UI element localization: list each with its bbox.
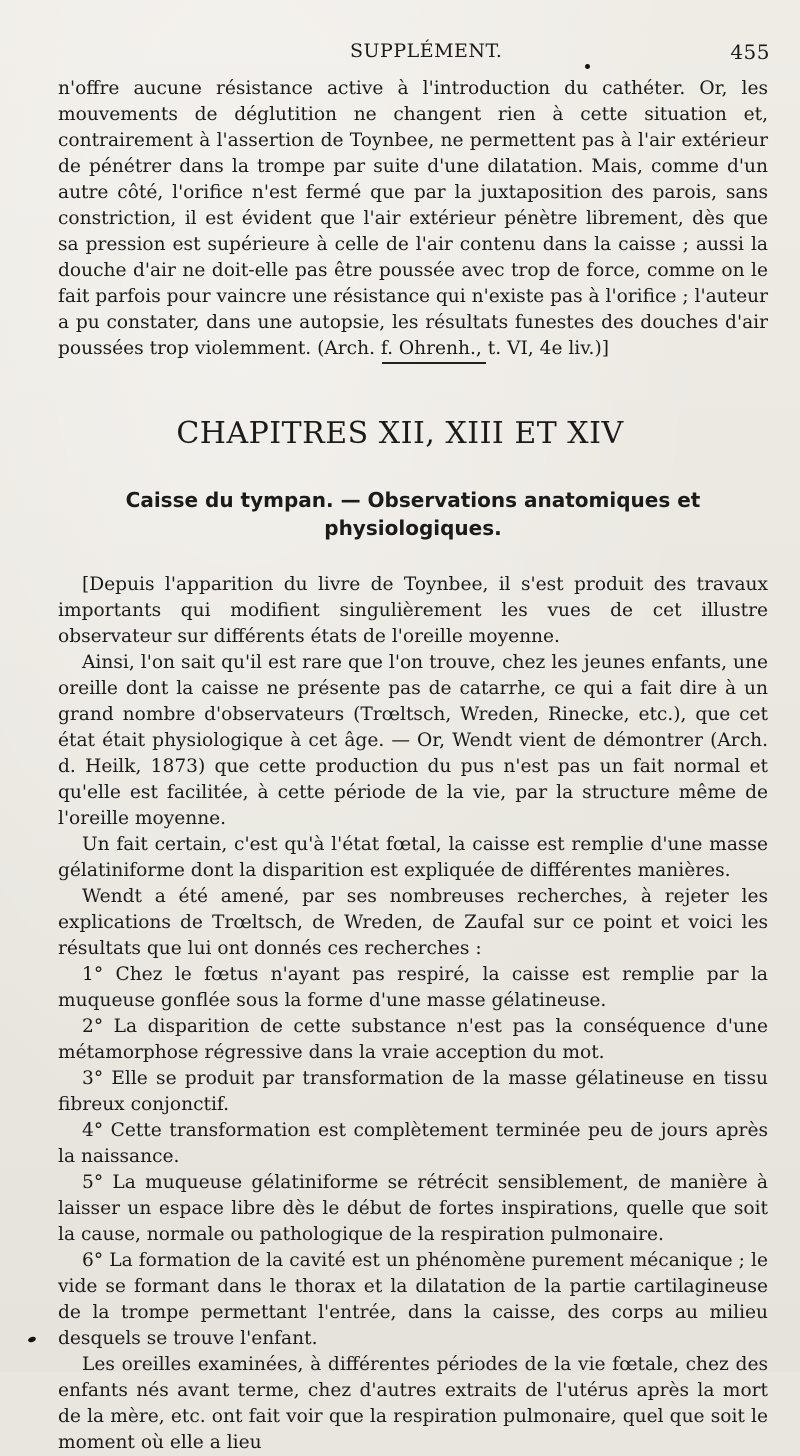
page-header bbox=[58, 40, 770, 72]
list-item: 6° La formation de la cavité est un phénomène purement mécanique ; le vide se formant dans le thorax et la dilatation de la partie cartilagineuse de la trompe permettant l'entrée, dans la caisse, des corps au milieu desquels se trouve l'enfant. bbox=[58, 1250, 768, 1349]
list-item: 1° Chez le fœtus n'ayant pas respiré, la caisse est remplie par la muqueuse gonflée sous la forme d'une masse gélatineuse. bbox=[58, 964, 768, 1011]
ink-dot bbox=[585, 64, 590, 69]
list-item: 3° Elle se produit par transformation de la masse gélatineuse en tissu fibreux conjonctif. bbox=[58, 1068, 768, 1115]
paragraph: Un fait certain, c'est qu'à l'état fœtal, la caisse est remplie d'une masse gélatiniforme dont la disparition est expliquée de différentes manières. bbox=[58, 834, 768, 881]
paragraph: Wendt a été amené, par ses nombreuses recherches, à rejeter les explications de Trœltsch, de Wreden, de Zaufal sur ce point et voici les résultats que lui ont donnés ces recherches : bbox=[58, 886, 768, 959]
intro-text bbox=[58, 76, 768, 362]
section-divider bbox=[382, 362, 486, 364]
list-item: 4° Cette transformation est complètement terminée peu de jours après la naissance. bbox=[58, 1120, 768, 1167]
page-number: 455 bbox=[730, 40, 770, 64]
list-item: 5° La muqueuse gélatiniforme se rétrécit sensiblement, de manière à laisser un espace libre dès le début de fortes inspirations, quelle que soit la cause, normale ou pathologique de la respiration pulmonaire. bbox=[58, 1172, 768, 1245]
paragraph: Ainsi, l'on sait qu'il est rare que l'on trouve, chez les jeunes enfants, une oreille dont la caisse ne présente pas de catarrhe, ce qui a fait dire à un grand nombre d'observateurs (Trœltsch, Wreden, Rinecke, etc.), que cet état était physiologique à cet âge. — Or, Wendt vient de démontrer (Arch. d. Heilk, 1873) que cette production du pus n'est pas un fait normal et qu'elle est facilitée, à cette période de la vie, par la structure même de l'oreille moyenne. bbox=[58, 652, 768, 829]
intro-paragraph: n'offre aucune résistance active à l'introduction du cathéter. Or, les mouvements de déglutition ne changent rien à cette situation et, contrairement à l'assertion de Toynbee, ne permettent pas à l'air extérieur de pénétrer dans la trompe par suite d'une dilatation. Mais, comme d'un autre côté, l'orifice n'est fermé que par la juxtaposition des parois, sans constriction, il est évident que l'air extérieur pénètre librement, dès que sa pression est supérieure à celle de l'air contenu dans la caisse ; aussi la douche d'air ne doit-elle pas être poussée avec trop de force, comme on le fait parfois pour vaincre une résistance qui n'existe pas à l'orifice ; l'auteur a pu constater, dans une autopsie, les résultats funestes des douches d'air poussées trop violemment. (Arch. f. Ohrenh., t. VI, 4e liv.)] bbox=[58, 78, 768, 359]
ink-mark bbox=[27, 1336, 36, 1343]
body-text bbox=[58, 572, 768, 1456]
paragraph: [Depuis l'apparition du livre de Toynbee, il s'est produit des travaux importants qui modifient singulièrement les vues de cet illustre observateur sur différents états de l'oreille moyenne. bbox=[58, 574, 768, 647]
chapter-subtitle: Caisse du tympan. — Observations anatomiques et physiologiques. bbox=[125, 488, 701, 540]
paragraph: Les oreilles examinées, à différentes périodes de la vie fœtale, chez des enfants nés avant terme, chez d'autres extraits de l'utérus après la mort de la mère, etc. ont fait voir que la respiration pulmonaire, quel que soit le moment où elle a lieu bbox=[58, 1354, 768, 1453]
running-title: SUPPLÉMENT. bbox=[350, 40, 503, 62]
chapter-title: CHAPITRES XII, XIII ET XIV bbox=[176, 416, 624, 451]
list-item: 2° La disparition de cette substance n'est pas la conséquence d'une métamorphose régressive dans la vraie acception du mot. bbox=[58, 1016, 768, 1063]
